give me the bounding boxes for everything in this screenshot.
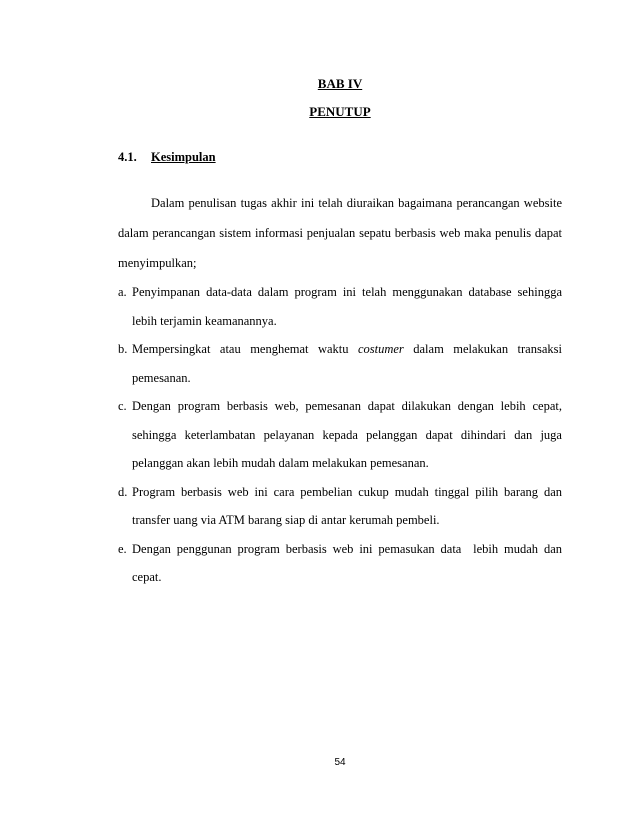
list-item-text: Penyimpanan data-data dalam program ini telah menggunakan database sehingga lebih terjamin keamanannya.: [132, 285, 562, 328]
list-item-text-before: Mempersingkat atau menghemat waktu: [132, 342, 358, 356]
list-item: [118, 478, 562, 535]
list-marker: d.: [118, 484, 128, 499]
list-item: [118, 392, 562, 478]
page-number: 54: [334, 757, 346, 768]
section-heading: [118, 150, 216, 165]
list-item: [118, 535, 566, 592]
conclusion-list: [118, 278, 566, 592]
list-marker: b.: [118, 342, 128, 356]
section-title: Kesimpulan: [151, 150, 216, 164]
list-marker: e.: [118, 541, 127, 556]
section-number: 4.1.: [118, 150, 137, 164]
list-item-text: Program berbasis web ini cara pembelian cukup mudah tinggal pilih barang dan transfer uang via ATM barang siap di antar kerumah pembeli.: [132, 484, 562, 527]
list-marker: a.: [118, 285, 127, 299]
list-item-text-after: dalam melakukan transaksi pemesanan.: [132, 342, 562, 385]
intro-paragraph: Dalam penulisan tugas akhir ini telah diuraikan bagaimana perancangan website dalam perancangan sistem informasi penjualan sepatu berbasis web maka penulis dapat menyimpulkan;: [118, 195, 562, 270]
emphasized-term: costumer: [357, 342, 404, 356]
chapter-label: BAB IV: [317, 76, 363, 91]
list-item-text: Dengan penggunan program berbasis web ini pemasukan data lebih mudah dan cepat.: [132, 541, 566, 584]
chapter-title: PENUTUP: [309, 104, 371, 119]
list-item-text: Dengan program berbasis web, pemesanan dapat dilakukan dengan lebih cepat, sehingga keterlambatan pelayanan kepada pelanggan dapat dihindari dan juga pelanggan akan lebih mudah dalam melakukan pemesanan.: [132, 399, 562, 470]
list-item: [118, 335, 562, 392]
list-marker: c.: [118, 399, 127, 413]
list-item: [118, 278, 562, 335]
